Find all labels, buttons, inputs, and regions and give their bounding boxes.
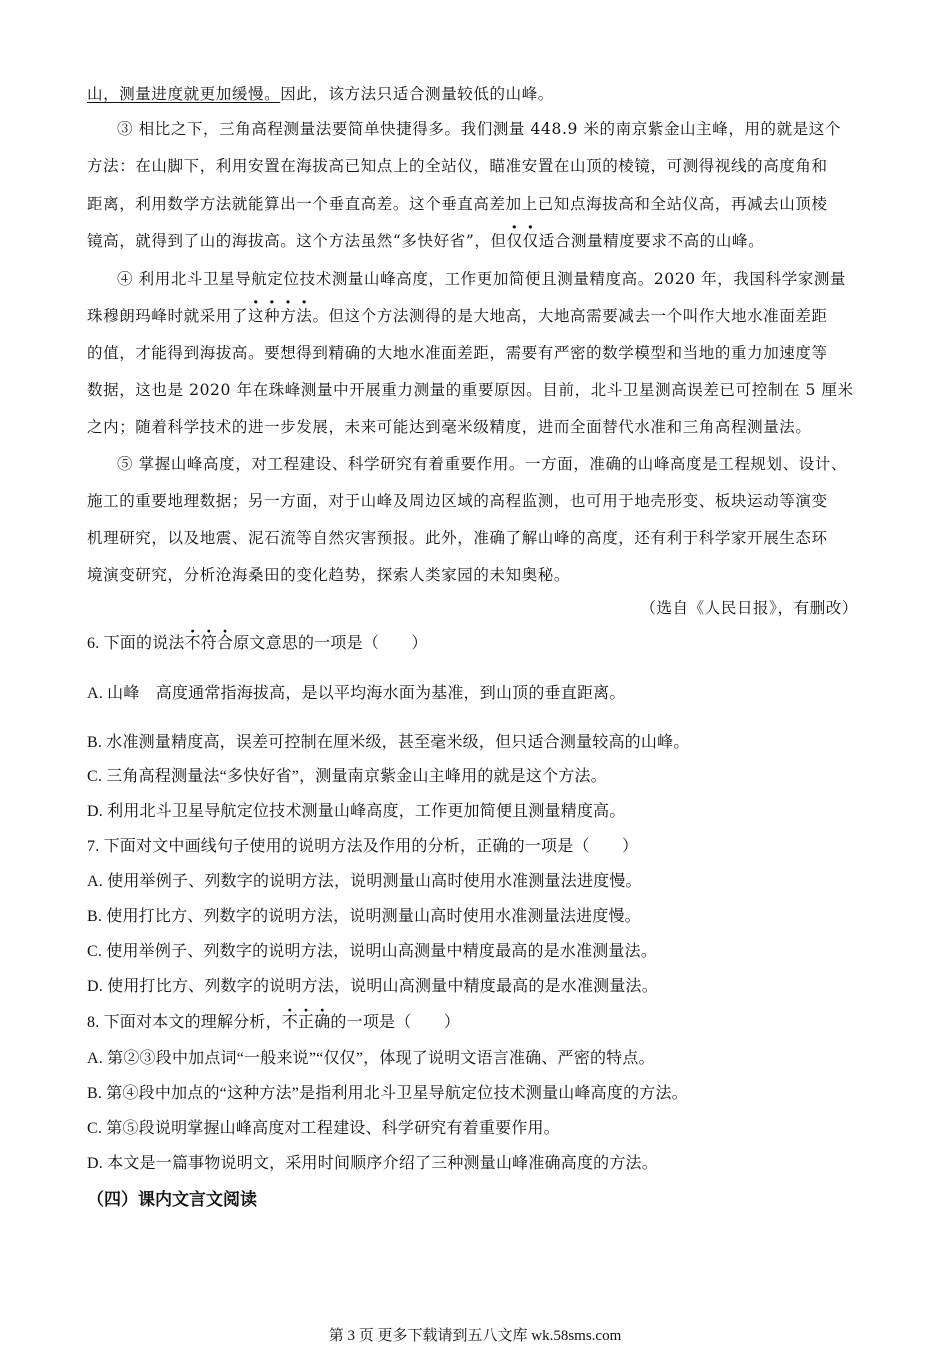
emphasis-dot-char: 种 [264,307,281,325]
paragraph-3-line: 镜高，就得到了山的海拔高。这个方法虽然“多快好省”，但仅仅适合测量精度要求不高的山峰。 [87,232,765,250]
emphasis-dot-char: 不 [184,635,201,652]
question-7-option-a: A. 使用举例子、列数字的说明方法，说明测量山高时使用水准测量法进度慢。 [87,873,642,890]
emphasis-dot-char: 确 [314,1014,331,1031]
question-8-option-b: B. 第④段中加点的“这种方法”是指利用北斗卫星导航定位技术测量山峰高度的方法。 [87,1085,688,1102]
question-7-option-d: D. 使用打比方、列数字的说明方法，说明山高测量中精度最高的是水准测量法。 [87,978,658,995]
emphasis-dot-char: 仅 [522,232,539,250]
passage-line: 山，测量进度就更加缓慢。因此，该方法只适合测量较低的山峰。 [87,85,554,103]
emphasis-dotted-word [185,635,234,652]
paragraph-4-line: 之内；随着科学技术的进一步发展，未来可能达到毫米级精度，进而全面替代水准和三角高程测量法。 [87,418,812,436]
question-8-option-a: A. 第②③段中加点词“一般来说”“仅仅”，体现了说明文语言准确、严密的特点。 [87,1050,655,1067]
question-7-stem: 7. 下面对文中画线句子使用的说明方法及作用的分析，正确的一项是（ ） [87,838,639,855]
paragraph-4-line: 的值，才能得到海拔高。要想得到精确的大地水准面差距，需要有严密的数学模型和当地的重力加速度等 [87,344,828,362]
page-footer: 第 3 页 更多下载请到五八文库 wk.58sms.com [328,1328,622,1344]
paragraph-5-line: 施工的重要地理数据；另一方面，对于山峰及周边区域的高程监测，也可用于地壳形变、板块运动等演变 [87,492,828,510]
emphasis-dot-char: 正 [298,1014,315,1031]
paragraph-4-line: 数据，这也是 2020 年在珠峰测量中开展重力测量的重要原因。目前，北斗卫星测高误差已可控制在 5 厘米 [87,381,854,399]
question-7-option-b: B. 使用打比方、列数字的说明方法，说明测量山高时使用水准测量法进度慢。 [87,908,641,925]
emphasis-dot-char: 这 [248,307,265,325]
paragraph-3-line: ③ 相比之下，三角高程测量法要简单快捷得多。我们测量 448.9 米的南京紫金山主峰，用的就是这个 [117,120,842,138]
emphasis-dot-char: 不 [281,1014,299,1031]
question-8-stem: 8. 下面对本文的理解分析，不正确的一项是（ ） [87,1014,461,1031]
source-citation: （选自《人民日报》，有删改） [640,599,858,617]
question-8-option-c: C. 第⑤段说明掌握山峰高度对工程建设、科学研究有着重要作用。 [87,1120,560,1137]
question-7-option-c: C. 使用举例子、列数字的说明方法，说明山高测量中精度最高的是水准测量法。 [87,943,658,960]
paragraph-4-line: ④ 利用北斗卫星导航定位技术测量山峰高度，工作更加简便且测量精度高。2020 年，我国科学家测量 [117,270,847,288]
emphasis-dot-char: 方 [280,307,297,325]
emphasis-dot-char: 符 [200,635,218,652]
emphasis-dotted-word [507,232,539,250]
emphasis-dot-char: 仅 [506,232,523,250]
paragraph-3-line: 距离，利用数学方法就能算出一个垂直高差。这个垂直高差加上已知点海拔高和全站仪高，再减去山顶棱 [87,195,828,213]
question-6-option-c: C. 三角高程测量法“多快好省”，测量南京紫金山主峰用的就是这个方法。 [87,768,607,785]
question-6-option-d: D. 利用北斗卫星导航定位技术测量山峰高度，工作更加简便且测量精度高。 [87,803,626,820]
question-8-option-d: D. 本文是一篇事物说明文，采用时间顺序介绍了三种测量山峰准确高度的方法。 [87,1155,658,1172]
emphasis-dotted-word [282,1014,331,1031]
question-6-option-b: B. 水准测量精度高，误差可控制在厘米级，甚至毫米级，但只适合测量较高的山峰。 [87,734,690,751]
question-6-stem: 6. 下面的说法不符合原文意思的一项是（ ） [87,635,428,652]
emphasis-dot-char: 法 [296,307,313,325]
paragraph-5-line: 机理研究，以及地震、泥石流等自然灾害预报。此外，准确了解山峰的高度，还有利于科学家开展生态环 [87,529,828,547]
emphasis-dotted-word [248,307,312,325]
section-heading: （四）课内文言文阅读 [87,1190,257,1210]
emphasis-dot-char: 合 [217,635,234,652]
paragraph-4-line: 珠穆朗玛峰时就采用了这种方法。但这个方法测得的是大地高，大地高需要减去一个叫作大地水准面差距 [87,307,828,325]
paragraph-3-line: 方法：在山脚下，利用安置在海拔高已知点上的全站仪，瞄准安置在山顶的棱镜，可测得视线的高度角和 [87,157,828,175]
paragraph-5-line: 境演变研究，分析沧海桑田的变化趋势，探索人类家园的未知奥秘。 [87,566,571,584]
underlined-sentence: 山，测量进度就更加缓慢。 [87,85,281,103]
paragraph-5-line: ⑤ 掌握山峰高度，对工程建设、科学研究有着重要作用。一方面，准确的山峰高度是工程规划、设计、 [117,455,848,473]
question-6-option-a: A. 山峰 高度通常指海拔高，是以平均海水面为基准，到山顶的垂直距离。 [87,685,626,702]
